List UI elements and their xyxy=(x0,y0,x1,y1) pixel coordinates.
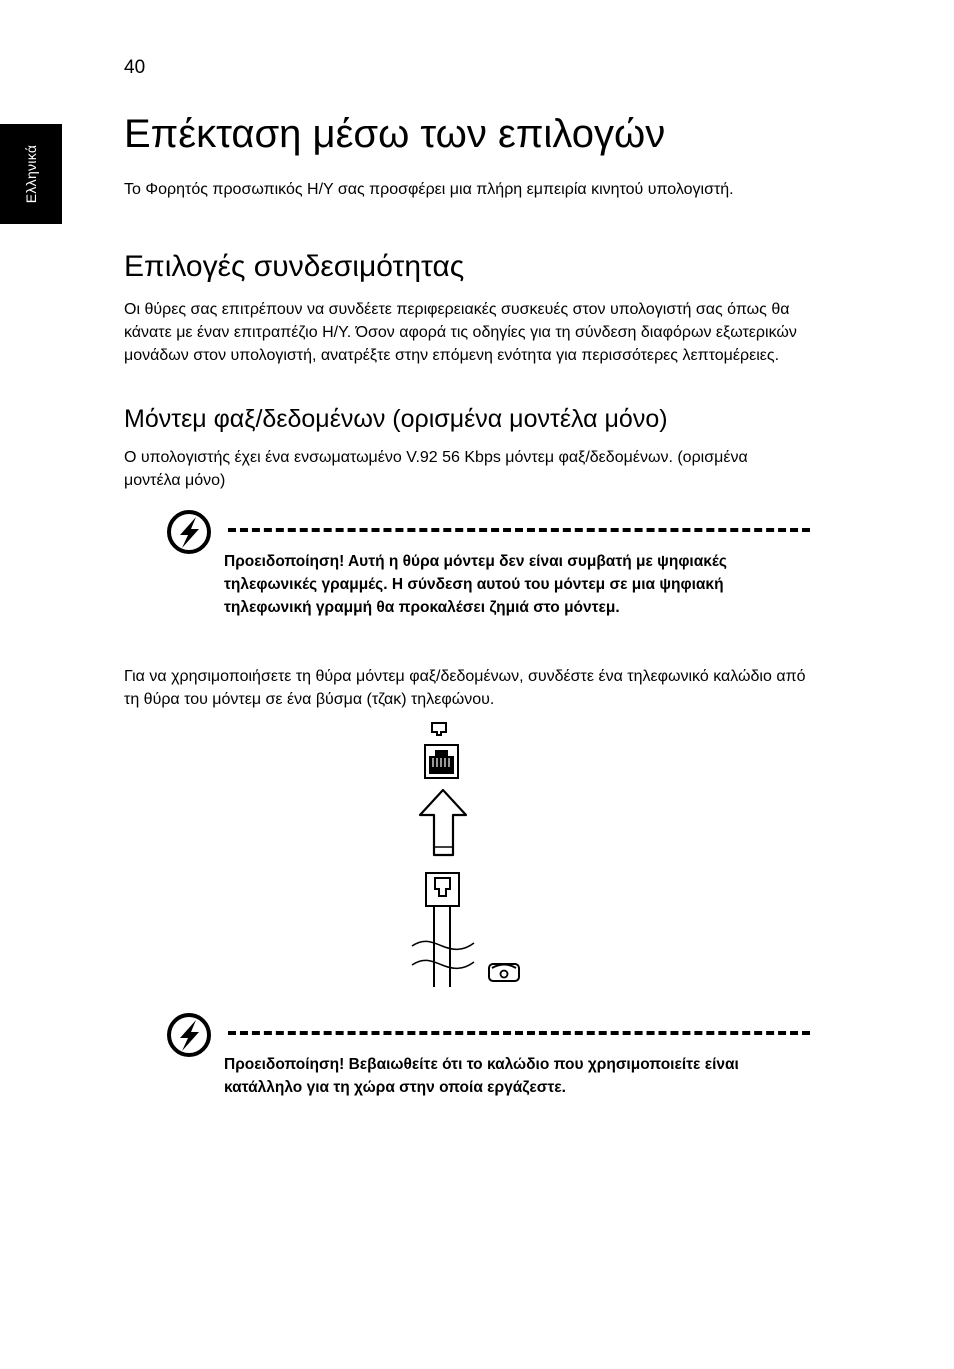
warning-divider xyxy=(228,528,810,532)
warning-text-1: Προειδοποίηση! Αυτή η θύρα μόντεμ δεν είναι συμβατή με ψηφιακές τηλεφωνικές γραμμές. Η σύνδεση αυτού του μόντεμ σε μια ψηφιακή τηλεφωνική γραμμή θα προκαλέσει ζημιά στο μόντεμ. xyxy=(224,553,727,616)
warning-text-2: Προειδοποίηση! Βεβαιωθείτε ότι το καλώδιο που χρησιμοποιείτε είναι κατάλληλο για τη χώρα στην οποία εργάζεστε. xyxy=(224,1056,739,1096)
modem-port-icon xyxy=(432,723,446,735)
intro-paragraph: Το Φορητός προσωπικός Η/Υ σας προσφέρει μια πλήρη εμπειρία κινητού υπολογιστή. xyxy=(124,181,734,198)
language-label: Ελληνικά xyxy=(23,144,39,204)
arrow-up-icon xyxy=(420,790,466,855)
language-side-tab xyxy=(0,124,62,224)
modem-connection-diagram xyxy=(404,716,534,991)
section-paragraph: Οι θύρες σας επιτρέπουν να συνδέετε περιφερειακές συσκευές στον υπολογιστή σας όπως θα κάνατε με έναν επιτραπέζιο Η/Υ. Όσον αφορά τις οδηγίες για τη σύνδεση διαφόρων εξωτερικών μονάδων στον υπολογιστή, ανατρέξτε στην επόμενη ενότητα για περισσότερες λεπτομέρειες. xyxy=(124,301,797,364)
phone-cable xyxy=(412,906,474,987)
page-title: Επέκταση μέσω των επιλογών xyxy=(124,112,666,156)
subsection-paragraph: Ο υπολογιστής έχει ένα ενσωματωμένο V.92 56 Kbps μόντεμ φαξ/δεδομένων. (ορισμένα μοντέλα μόνο) xyxy=(124,449,748,489)
section-title: Επιλογές συνδεσιμότητας xyxy=(124,250,465,283)
telephone-icon xyxy=(489,964,519,981)
warning-divider xyxy=(228,1031,810,1035)
subsection-title: Μόντεμ φαξ/δεδομένων (ορισμένα μοντέλα μόνο) xyxy=(124,405,668,433)
usage-paragraph: Για να χρησιμοποιήσετε τη θύρα μόντεμ φαξ/δεδομένων, συνδέστε ένα τηλεφωνικό καλώδιο από τη θύρα του μόντεμ σε ένα βύσμα (τζακ) τηλεφώνου. xyxy=(124,668,806,708)
page-number: 40 xyxy=(124,57,146,78)
rj11-plug-icon xyxy=(426,873,459,906)
warning-lightning-icon xyxy=(166,1012,212,1058)
rj11-jack-icon xyxy=(425,745,458,778)
warning-lightning-icon xyxy=(166,509,212,555)
